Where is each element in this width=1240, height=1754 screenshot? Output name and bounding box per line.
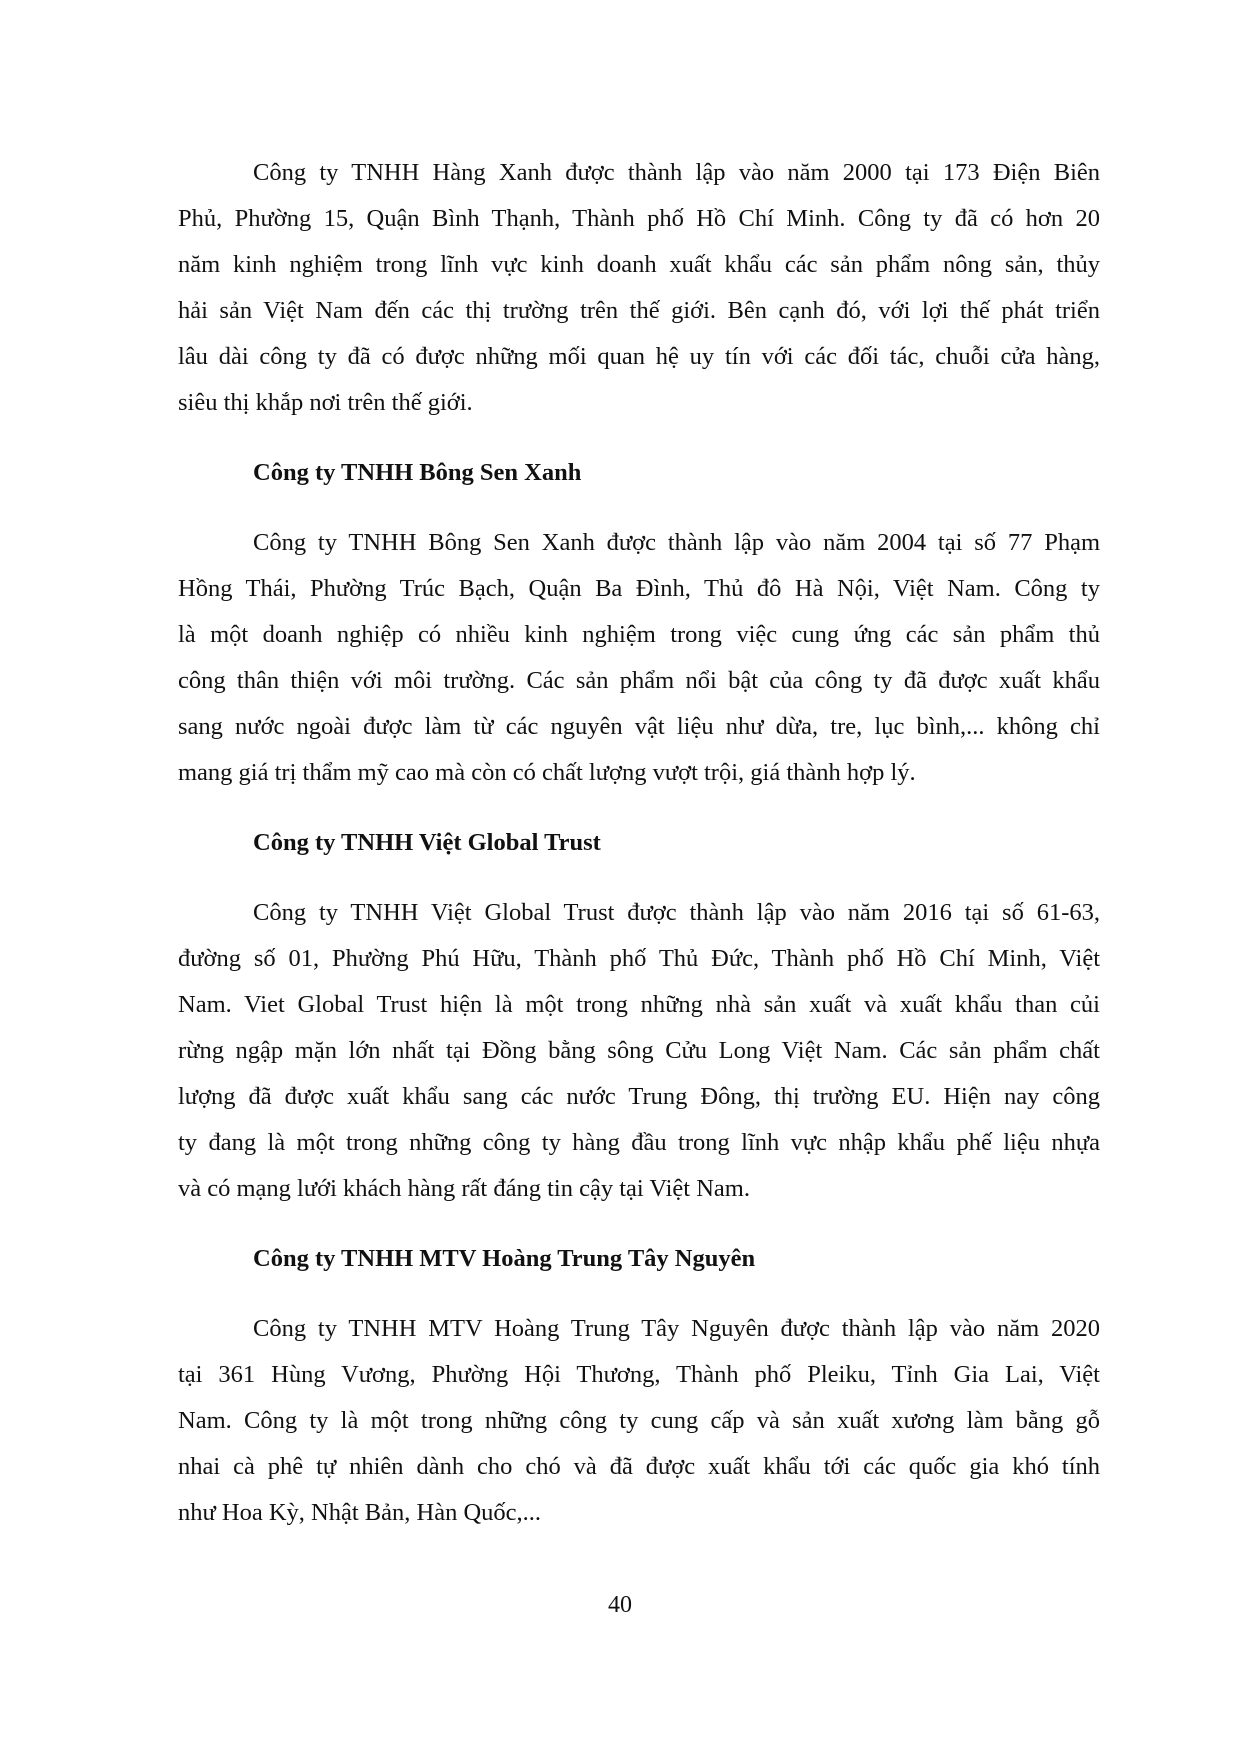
- text-line: tại 361 Hùng Vương, Phường Hội Thương, Thành phố Pleiku, Tỉnh Gia Lai, Việt: [178, 1361, 1100, 1388]
- text-line: Công ty TNHH Hàng Xanh được thành lập vào năm 2000 tại 173 Điện Biên: [253, 159, 1100, 186]
- paragraph-hoang-trung-tay-nguyen: [178, 1306, 1100, 1536]
- section-heading-hoang-trung-tay-nguyen: Công ty TNHH MTV Hoàng Trung Tây Nguyên: [253, 1245, 756, 1272]
- text-line: lượng đã được xuất khẩu sang các nước Trung Đông, thị trường EU. Hiện nay công: [178, 1083, 1100, 1110]
- text-line: Phủ, Phường 15, Quận Bình Thạnh, Thành phố Hồ Chí Minh. Công ty đã có hơn 20: [178, 205, 1100, 232]
- text-line: Công ty TNHH MTV Hoàng Trung Tây Nguyên được thành lập vào năm 2020: [253, 1315, 1100, 1342]
- text-line: Hồng Thái, Phường Trúc Bạch, Quận Ba Đình, Thủ đô Hà Nội, Việt Nam. Công ty: [178, 575, 1100, 602]
- text-line: sang nước ngoài được làm từ các nguyên vật liệu như dừa, tre, lục bình,... không chỉ: [178, 713, 1100, 740]
- text-line: Công ty TNHH Bông Sen Xanh được thành lập vào năm 2004 tại số 77 Phạm: [253, 529, 1100, 556]
- text-line: siêu thị khắp nơi trên thế giới.: [178, 389, 473, 416]
- text-line: mang giá trị thẩm mỹ cao mà còn có chất lượng vượt trội, giá thành hợp lý.: [178, 759, 916, 786]
- paragraph-viet-global-trust: [178, 890, 1100, 1212]
- text-line: hải sản Việt Nam đến các thị trường trên thế giới. Bên cạnh đó, với lợi thế phát triển: [178, 297, 1100, 324]
- text-line: đường số 01, Phường Phú Hữu, Thành phố Thủ Đức, Thành phố Hồ Chí Minh, Việt: [178, 945, 1100, 972]
- text-line: năm kinh nghiệm trong lĩnh vực kinh doanh xuất khẩu các sản phẩm nông sản, thủy: [178, 251, 1100, 278]
- paragraph-hang-xanh: [178, 150, 1100, 426]
- text-line: Nam. Công ty là một trong những công ty cung cấp và sản xuất xương làm bằng gỗ: [178, 1407, 1100, 1434]
- text-line: công thân thiện với môi trường. Các sản phẩm nổi bật của công ty đã được xuất khẩu: [178, 667, 1100, 694]
- section-heading-bong-sen-xanh: Công ty TNHH Bông Sen Xanh: [253, 459, 582, 486]
- text-line: nhai cà phê tự nhiên dành cho chó và đã được xuất khẩu tới các quốc gia khó tính: [178, 1453, 1100, 1480]
- text-line: rừng ngập mặn lớn nhất tại Đồng bằng sông Cửu Long Việt Nam. Các sản phẩm chất: [178, 1037, 1100, 1064]
- text-line: lâu dài công ty đã có được những mối quan hệ uy tín với các đối tác, chuỗi cửa hàng,: [178, 343, 1100, 370]
- text-line: là một doanh nghiệp có nhiều kinh nghiệm trong việc cung ứng các sản phẩm thủ: [178, 621, 1100, 648]
- page-content: [178, 150, 1100, 1536]
- paragraph-bong-sen-xanh: [178, 520, 1100, 796]
- text-line: Nam. Viet Global Trust hiện là một trong những nhà sản xuất và xuất khẩu than củi: [178, 991, 1100, 1018]
- text-line: như Hoa Kỳ, Nhật Bản, Hàn Quốc,...: [178, 1499, 542, 1526]
- section-heading-viet-global-trust: Công ty TNHH Việt Global Trust: [253, 829, 601, 856]
- text-line: Công ty TNHH Việt Global Trust được thành lập vào năm 2016 tại số 61-63,: [253, 899, 1100, 926]
- page-number: 40: [608, 1592, 632, 1618]
- text-line: ty đang là một trong những công ty hàng đầu trong lĩnh vực nhập khẩu phế liệu nhựa: [178, 1129, 1100, 1156]
- text-line: và có mạng lưới khách hàng rất đáng tin cậy tại Việt Nam.: [178, 1175, 750, 1202]
